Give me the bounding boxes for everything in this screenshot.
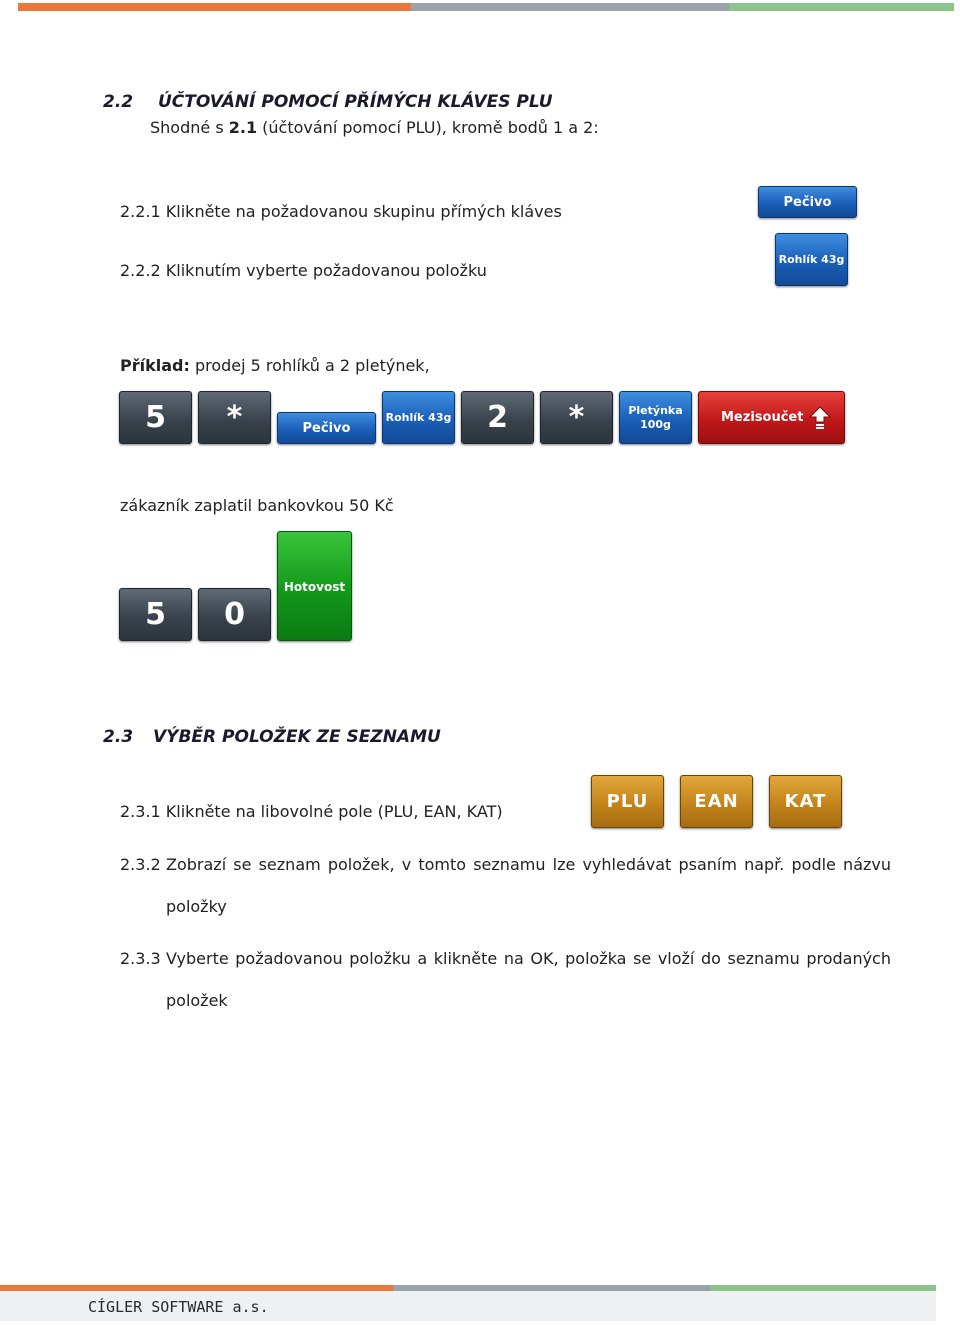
section-2-3-number: 2.3 [103, 727, 134, 747]
section-2-2-number: 2.2 [103, 92, 134, 112]
key-2[interactable]: 2 [461, 391, 534, 444]
step-2-2-2: 2.2.2 Kliknutím vyberte požadovanou položku [120, 261, 487, 280]
section-2-2-intro [150, 118, 599, 137]
mezisoucet-label: Mezisoučet [721, 410, 804, 425]
step-2-3-2-continuation: položky [166, 897, 227, 916]
key-0[interactable]: 0 [198, 588, 271, 641]
step-2-3-3-continuation: položek [166, 991, 228, 1010]
paid-text: zákazník zaplatil bankovkou 50 Kč [120, 496, 394, 515]
intro-before: Shodné s [150, 118, 229, 137]
step-2-3-3-text: Vyberte požadovanou položku a klikněte na OK, položka se vloží do seznamu prodaných [166, 949, 891, 968]
step-2-2-1: 2.2.1 Klikněte na požadovanou skupinu přímých kláves [120, 202, 562, 221]
pecivo-key-example[interactable]: Pečivo [277, 412, 376, 444]
hotovost-key[interactable]: Hotovost [277, 531, 352, 641]
rohlik-key[interactable]: Rohlík 43g [775, 233, 848, 286]
example-line [120, 356, 430, 375]
top-color-bar [18, 3, 954, 11]
pecivo-key[interactable]: Pečivo [758, 186, 857, 218]
pletynka-key[interactable] [619, 391, 692, 444]
step-2-3-2-text: Zobrazí se seznam položek, v tomto seznamu lze vyhledávat psaním např. podle názvu [166, 855, 891, 874]
key-star-2[interactable]: * [540, 391, 613, 444]
example-text: prodej 5 rohlíků a 2 pletýnek, [189, 356, 430, 375]
key-5-payment[interactable]: 5 [119, 588, 192, 641]
example-label: Příklad: [120, 356, 190, 375]
section-2-2-title: ÚČTOVÁNÍ POMOCÍ PŘÍMÝCH KLÁVES PLU [158, 92, 553, 112]
rohlik-key-example[interactable]: Rohlík 43g [382, 391, 455, 444]
plu-key[interactable]: PLU [591, 775, 664, 828]
section-2-3-title: VÝBĚR POLOŽEK ZE SEZNAMU [153, 727, 441, 747]
footer-company: CÍGLER SOFTWARE a.s. [88, 1298, 269, 1316]
kat-key[interactable]: KAT [769, 775, 842, 828]
intro-after: (účtování pomocí PLU), kromě bodů 1 a 2: [257, 118, 599, 137]
upload-arrow-icon [809, 406, 831, 430]
ean-key[interactable]: EAN [680, 775, 753, 828]
key-star[interactable]: * [198, 391, 271, 444]
step-2-3-2-number: 2.3.2 [120, 855, 161, 874]
pletynka-label-2: 100g [640, 417, 671, 431]
intro-ref: 2.1 [228, 118, 258, 137]
step-2-3-3-number: 2.3.3 [120, 949, 161, 968]
pletynka-label-1: Pletýnka [628, 403, 683, 417]
step-2-3-1: 2.3.1 Klikněte na libovolné pole (PLU, EAN, KAT) [120, 802, 503, 821]
mezisoucet-key[interactable] [698, 391, 845, 444]
key-5[interactable]: 5 [119, 391, 192, 444]
